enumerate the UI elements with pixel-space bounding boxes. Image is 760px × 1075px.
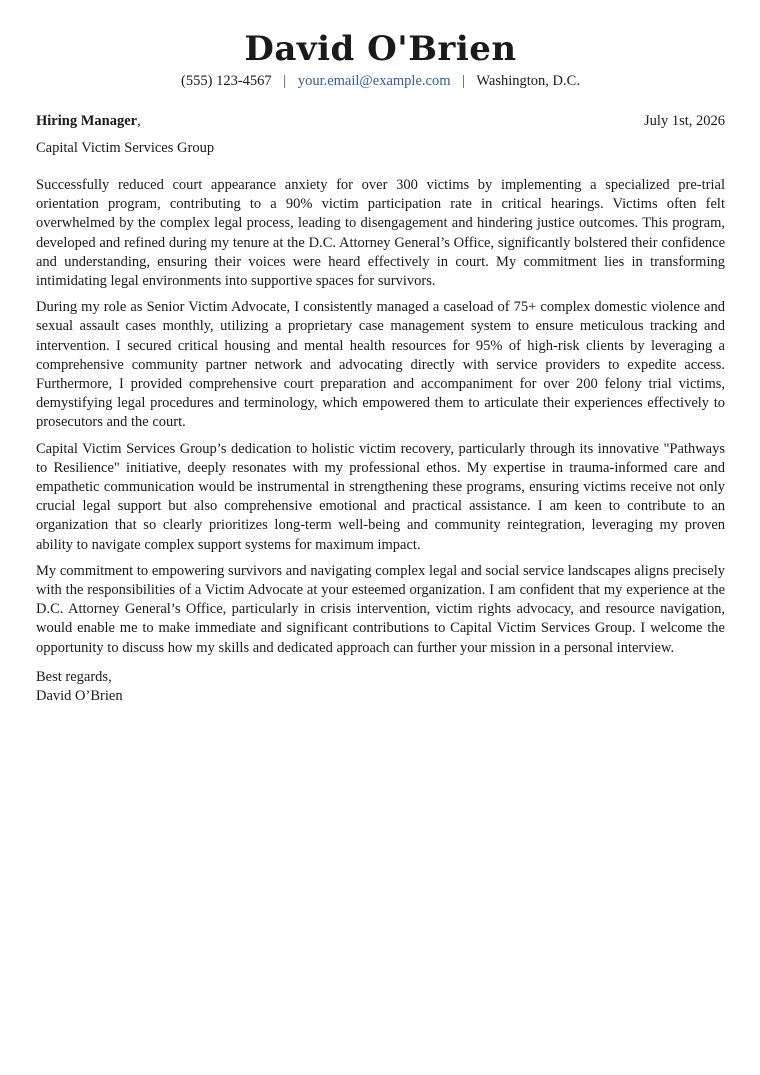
letter-body (36, 176, 725, 658)
recipient-punctuation: , (137, 113, 141, 129)
body-paragraph: Successfully reduced court appearance anxiety for over 300 victims by implementing a specialized pre-trial orientation program, contributing to a 90% victim participation rate in critical hearings. Victims often felt overwhelmed by the complex legal process, leading to disengagement and hindering justice outcomes. This program, developed and refined during my tenure at the D.C. Attorney General’s Office, significantly bolstered their confidence and understanding, ensuring their voices were heard effectively in court. My commitment lies in transforming intimidating legal environments into supportive spaces for survivors. (36, 177, 725, 290)
applicant-name: David O'Brien (244, 29, 517, 69)
recipient (36, 111, 141, 131)
recipient-company: Capital Victim Services Group (36, 140, 215, 156)
letter-closing (36, 668, 725, 707)
letter-date: July 1st, 2026 (644, 113, 725, 129)
recipient-date-row (36, 111, 725, 131)
location: Washington, D.C. (476, 73, 580, 89)
body-paragraph: Capital Victim Services Group’s dedication to holistic victim recovery, particularly through its innovative "Pathways to Resilience" initiative, deeply resonates with my professional ethos. My expertise in trauma-informed care and empathetic communication would be instrumental in strengthening these programs, ensuring victims receive not only crucial legal support but also comprehensive emotional and practical assistance. I am keen to contribute to an organization that so clearly prioritizes long-term well-being and community reintegration, leveraging my proven ability to navigate complex support systems for maximum impact. (36, 440, 725, 553)
contact-line (36, 71, 725, 91)
recipient-name: Hiring Manager (36, 113, 138, 129)
contact-separator: | (283, 73, 287, 89)
cover-letter-page (36, 0, 725, 707)
closing-salutation: Best regards, (36, 668, 112, 685)
contact-separator: | (462, 73, 466, 89)
body-paragraph: During my role as Senior Victim Advocate, I consistently managed a caseload of 75+ complex domestic violence and sexual assault cases monthly, utilizing a proprietary case management system to ensure meticulous tracking and intervention. I secured critical housing and mental health resources for 95% of high-risk clients by leveraging a comprehensive community partner network and advocating directly with service providers to expedite access. Furthermore, I provided comprehensive court preparation and accompaniment for over 200 felony trial victims, demystifying legal procedures and terminology, which empowered them to articulate their experiences effectively to prosecutors and the court. (36, 299, 725, 431)
closing-signature: David O’Brien (36, 688, 123, 705)
body-paragraph: My commitment to empowering survivors and navigating complex legal and social service landscapes aligns precisely with the responsibilities of a Victim Advocate at your esteemed organization. I am confident that my experience at the D.C. Attorney General’s Office, particularly in crisis intervention, victim rights advocacy, and resource navigation, would enable me to make immediate and significant contributions to Capital Victim Services Group. I welcome the opportunity to discuss how my skills and dedicated approach can further your mission in a personal interview. (36, 562, 725, 656)
email-link[interactable]: your.email@example.com (297, 73, 451, 89)
phone-number: (555) 123-4567 (181, 73, 272, 89)
